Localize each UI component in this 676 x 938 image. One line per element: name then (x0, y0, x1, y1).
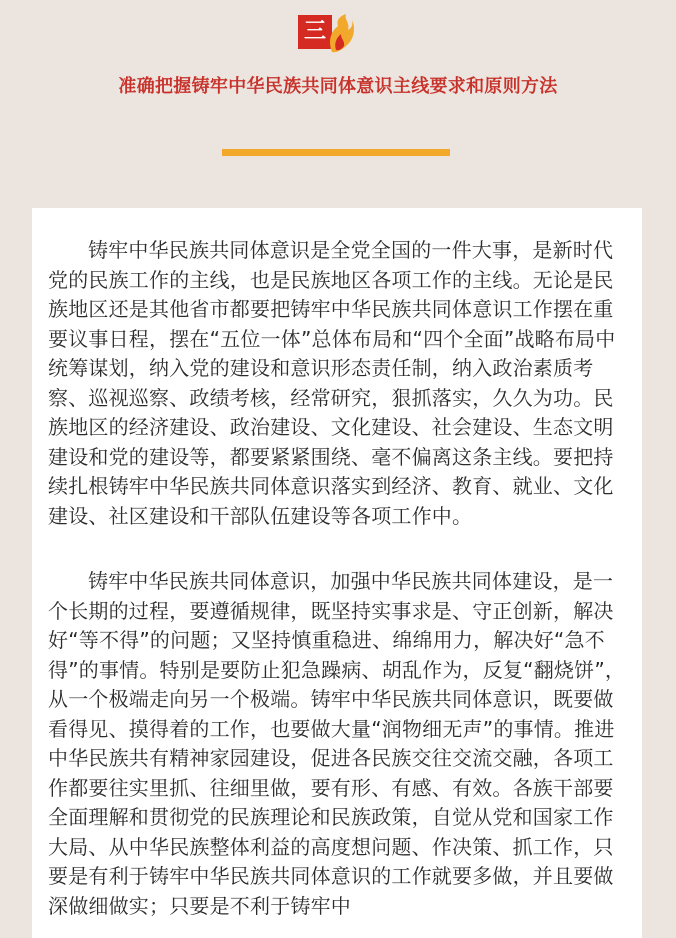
title-divider (222, 149, 450, 156)
flame-icon (326, 12, 354, 54)
section-number-badge (296, 12, 356, 54)
body-paragraph: 铸牢中华民族共同体意识是全党全国的一件大事，是新时代党的民族工作的主线，也是民族地区各项工作的主线。无论是民族地区还是其他省市都要把铸牢中华民族共同体意识工作摆在重要议事日程，摆在“五位一体”总体布局和“四个全面”战略布局中统筹谋划，纳入党的建设和意识形态责任制，纳入政治素质考察、巡视巡察、政绩考核，经常研究，狠抓落实，久久为功。民族地区的经济建设、政治建设、文化建设、社会建设、生态文明建设和党的建设等，都要紧紧围绕、毫不偏离这条主线。要把持续扎根铸牢中华民族共同体意识落实到经济、教育、就业、文化建设、社区建设和干部队伍建设等各项工作中。 (48, 238, 616, 528)
section-number: 三 (298, 15, 332, 49)
section-title: 准确把握铸牢中华民族共同体意识主线要求和原则方法 (118, 76, 558, 97)
body-paragraph: 铸牢中华民族共同体意识，加强中华民族共同体建设，是一个长期的过程，要遵循规律，既坚持实事求是、守正创新，解决好“等不得”的问题；又坚持慎重稳进、绵绵用力，解决好“急不得”的事情。特别是要防止犯急躁病、胡乱作为，反复“翻烧饼”，从一个极端走向另一个极端。铸牢中华民族共同体意识，既要做看得见、摸得着的工作，也要做大量“润物细无声”的事情。推进中华民族共有精神家园建设，促进各民族交往交流交融，各项工作都要往实里抓、往细里做，要有形、有感、有效。各族干部要全面理解和贯彻党的民族理论和民族政策，自觉从党和国家工作大局、从中华民族整体利益的高度想问题、作决策、抓工作，只要是有利于铸牢中华民族共同体意识的工作就要多做，并且要做深做细做实；只要是不利于铸牢中 (48, 569, 626, 918)
